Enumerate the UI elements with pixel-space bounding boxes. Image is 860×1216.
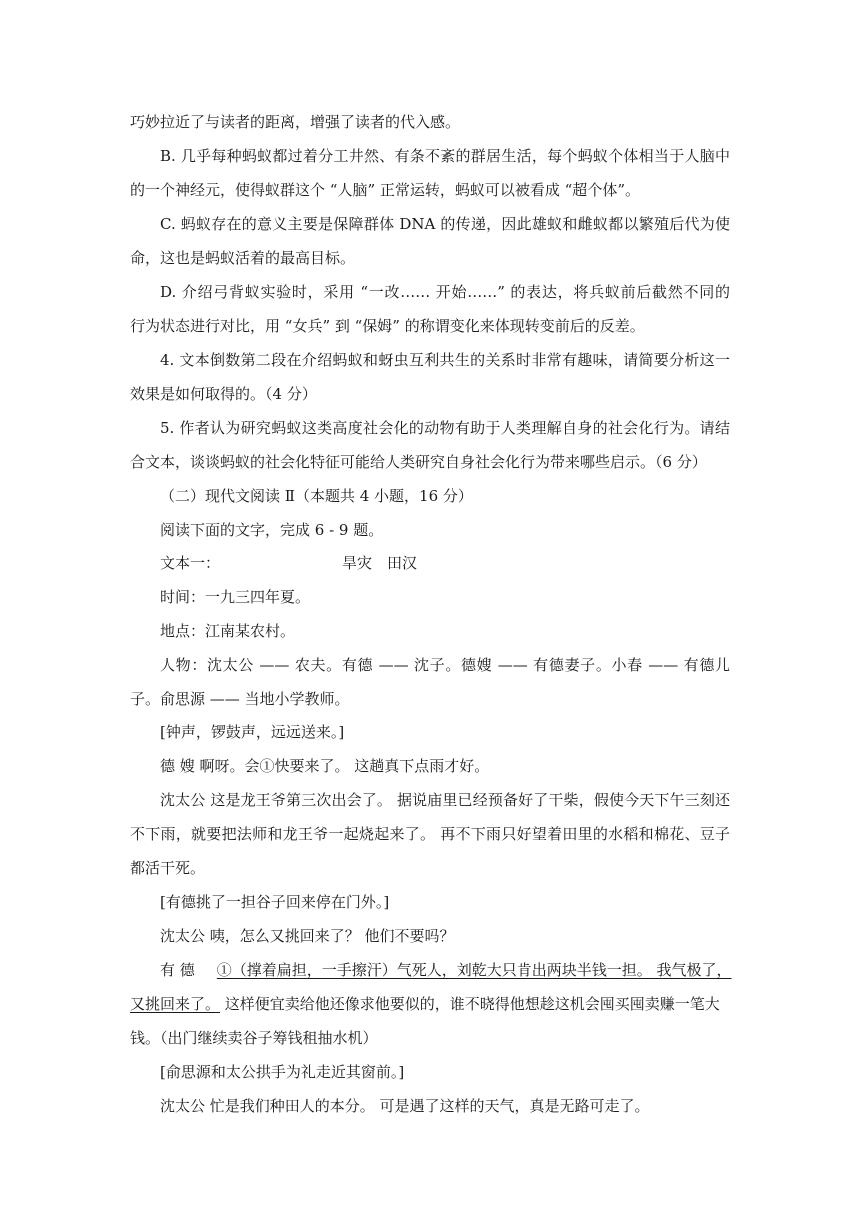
characters-line: 人物：沈太公 —— 农夫。有德 —— 沈子。德嫂 —— 有德妻子。小春 —— 有德儿: [160, 656, 730, 674]
text-line: 巧妙拉近了与读者的距离，增强了读者的代入感。: [130, 113, 461, 131]
text-line: 不下雨，就要把法师和龙王爷一起烧起来了。 再不下雨只好望着田里的水稻和棉花、豆子: [130, 825, 730, 843]
text-line: 效果是如何取得的。（4 分）: [130, 385, 317, 403]
option-b-line: B. 几乎每种蚂蚁都过着分工井然、有条不紊的群居生活，每个蚂蚁个体相当于人脑中: [160, 147, 730, 165]
underlined-text: ①（撑着扁担，一手擦汗）气死人，刘乾大只肯出两块半钱一担。 我气极了，: [216, 961, 732, 979]
text-line: 行为状态进行对比，用 “女兵” 到 “保姆” 的称谓变化来体现转变前后的反差。: [130, 317, 645, 335]
time-line: 时间：一九三四年夏。: [160, 588, 311, 606]
text-line: 命，这也是蚂蚁活着的最高目标。: [130, 249, 356, 267]
play-title: 旱灾 田汉: [342, 554, 418, 572]
place-line: 地点：江南某农村。: [160, 622, 296, 640]
stage-direction: [有德挑了一担谷子回来停在门外。]: [160, 893, 390, 911]
text-line: 钱。（出门继续卖谷子筹钱租抽水机）: [130, 1029, 378, 1047]
stage-direction: [俞思源和太公拱手为礼走近其窗前。]: [160, 1063, 405, 1081]
option-c-line: C. 蚂蚁存在的意义主要是保障群体 DNA 的传递，因此雄蚁和雌蚁都以繁殖后代为使: [160, 215, 730, 233]
speaker-name: 有 德: [160, 961, 195, 979]
instruction-line: 阅读下面的文字，完成 6 - 9 题。: [160, 521, 384, 539]
text-rest: 这样便宜卖给他还像求他要似的，谁不晓得他想趁这机会囤买囤卖赚一笔大: [220, 995, 720, 1013]
option-d-line: D. 介绍弓背蚁实验时，采用 “一改…… 开始……” 的表达，将兵蚁前后截然不同的: [160, 283, 730, 301]
dialogue-line: 沈太公 忙是我们种田人的本分。 可是遇了这样的天气，真是无路可走了。: [160, 1097, 650, 1115]
text-line: 子。俞思源 —— 当地小学教师。: [130, 690, 350, 708]
dialogue-line: [160, 960, 730, 982]
dialogue-line: 沈太公 这是龙王爷第三次出会了。 据说庙里已经预备好了干柴，假使今天下午三刻还: [160, 791, 730, 809]
question-5-line: 5. 作者认为研究蚂蚁这类高度社会化的动物有助于人类理解自身的社会化行为。请结: [160, 419, 730, 437]
question-4-line: 4. 文本倒数第二段在介绍蚂蚁和蚜虫互利共生的关系时非常有趣味，请简要分析这一: [160, 351, 730, 369]
text-title-line: [160, 553, 730, 575]
dialogue-line: 沈太公 咦，怎么又挑回来了？ 他们不要吗？: [160, 927, 455, 945]
dialogue-line: 德 嫂 啊呀。会①快要来了。 这趟真下点雨才好。: [160, 757, 490, 775]
stage-direction: [钟声，锣鼓声，远远送来。]: [160, 723, 345, 741]
text-line: 的一个神经元，使得蚁群这个 “人脑” 正常运转，蚂蚁可以被看成 “超个体”。: [130, 181, 640, 199]
text-label: 文本一：: [160, 554, 221, 572]
text-line: [130, 994, 730, 1016]
underlined-text: 又挑回来了。: [130, 995, 221, 1013]
section-heading: （二）现代文阅读 Ⅱ（本题共 4 小题，16 分）: [160, 487, 473, 505]
text-line: 合文本，谈谈蚂蚁的社会化特征可能给人类研究自身社会化行为带来哪些启示。（6 分）: [130, 453, 707, 471]
text-line: 都活干死。: [130, 859, 206, 877]
